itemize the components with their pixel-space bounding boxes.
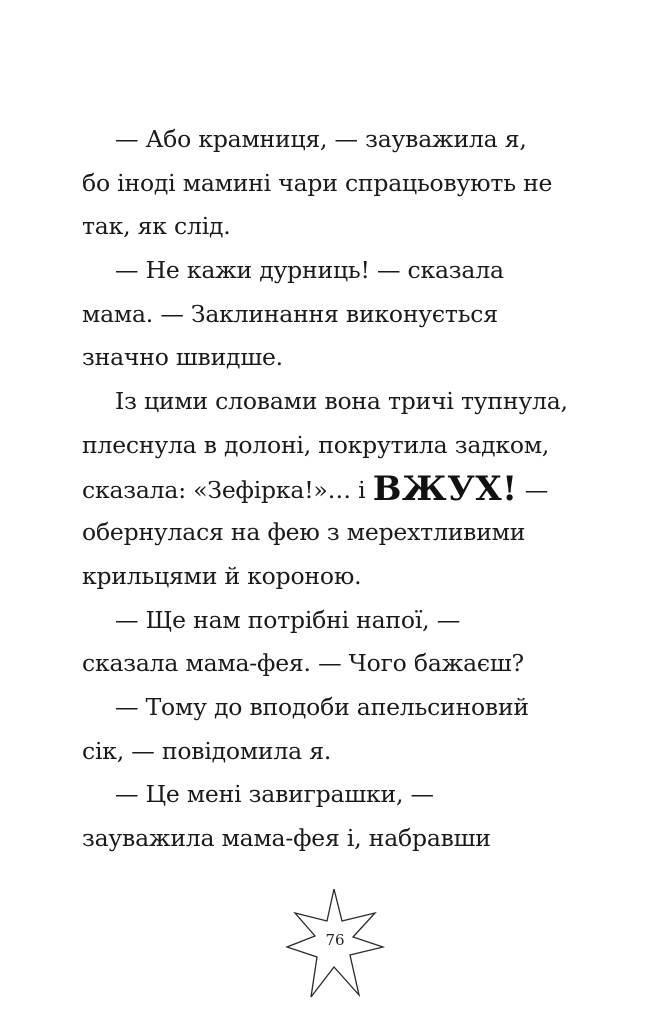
text-line: — Не кажи дурниць! — сказала — [115, 256, 504, 285]
text-line: — Це мені завиграшки, — — [115, 780, 434, 809]
text-line: обернулася на фею з мерехтливими — [82, 518, 526, 547]
text-line: так, як слід. — [82, 212, 231, 241]
text-line: сказала мама-фея. — Чого бажаєш? — [82, 649, 524, 678]
text-line: зауважила мама-фея і, набравши — [82, 824, 491, 852]
text-line: Із цими словами вона тричі тупнула, — [115, 387, 568, 416]
text-line: сік, — повідомила я. — [82, 736, 332, 765]
text-line: — Тому до вподоби апельсиновий — [115, 692, 529, 721]
page-number-ornament — [285, 887, 385, 999]
page-number: 76 — [325, 931, 345, 949]
body-text — [82, 118, 592, 861]
text-segment: — — [517, 475, 549, 504]
text-segment: сказала: «Зефірка!»… і — [82, 475, 373, 504]
text-line: крильцями й короною. — [82, 561, 362, 590]
text-line-with-sound-effect — [82, 468, 592, 512]
text-line: бо іноді мамині чари спрацьовують не — [82, 168, 553, 197]
text-line: плеснула в долоні, покрутила задком, — [82, 430, 550, 459]
text-line: значно швидше. — [82, 343, 283, 372]
text-line: мама. — Заклинання виконується — [82, 299, 498, 328]
sound-effect-word: ВЖУХ! — [372, 468, 518, 509]
text-line: — Або крамниця, — зауважила я, — [115, 125, 527, 153]
text-line: — Ще нам потрібні напої, — — [115, 605, 460, 634]
